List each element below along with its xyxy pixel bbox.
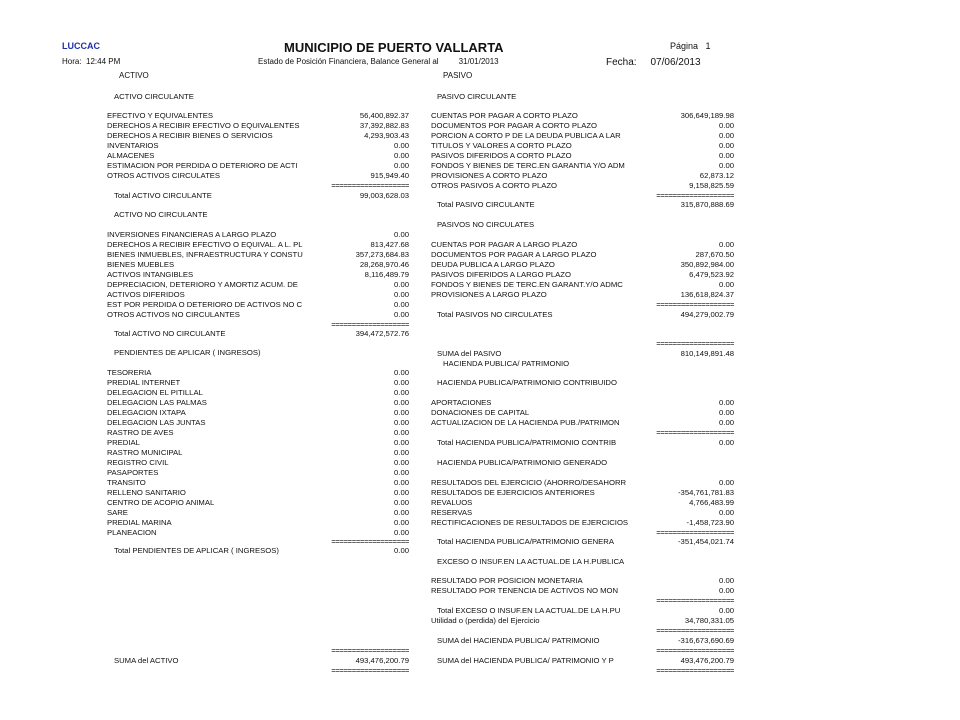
section-heading-generado: HACIENDA PUBLICA/PATRIMONIO GENERADO <box>437 458 608 467</box>
report-date <box>606 57 701 68</box>
section-heading-pasivos-no-circulates: PASIVOS NO CIRCULATES <box>437 220 535 229</box>
balance-row: RASTRO MUNICIPAL 0.00 <box>107 448 409 457</box>
report-subtitle <box>258 57 499 66</box>
total-row: Total HACIENDA PUBLICA/PATRIMONIO CONTRIB 0.00 <box>437 438 734 447</box>
section-heading-exceso: EXCESO O INSUF.EN LA ACTUAL.DE LA H.PUBLICA <box>437 557 625 566</box>
column-heading-pasivo: PASIVO <box>443 71 473 80</box>
total-row: Total EXCESO O INSUF.EN LA ACTUAL.DE LA H.PU 0.00 <box>437 606 734 615</box>
balance-row: DELEGACION LAS JUNTAS 0.00 <box>107 418 409 427</box>
balance-row: PASAPORTES 0.00 <box>107 468 409 477</box>
page-indicator <box>670 41 711 51</box>
total-row: Total ACTIVO CIRCULANTE 99,003,628.03 <box>114 191 409 200</box>
section-heading-pendientes: PENDIENTES DE APLICAR ( INGRESOS) <box>114 348 261 357</box>
report-title: MUNICIPIO DE PUERTO VALLARTA <box>284 40 504 55</box>
balance-row: DOCUMENTOS POR PAGAR A CORTO PLAZO 0.00 <box>431 121 734 130</box>
date-value: 07/06/2013 <box>650 57 701 68</box>
balance-row: PROVISIONES A LARGO PLAZO 136,618,824.37 <box>431 290 734 299</box>
balance-row: CUENTAS POR PAGAR A CORTO PLAZO 306,649,189.98 <box>431 111 734 120</box>
grand-total-row: SUMA del HACIENDA PUBLICA/ PATRIMONIO Y P 493,476,200.79 <box>437 656 734 665</box>
balance-row: TESORERIA 0.00 <box>107 368 409 377</box>
balance-row: PLANEACION 0.00 <box>107 528 409 537</box>
total-row: Total ACTIVO NO CIRCULANTE 394,472,572.76 <box>114 329 409 338</box>
subtotal-row: SUMA del PASIVO 810,149,891.48 <box>437 349 734 358</box>
grand-total-row: SUMA del ACTIVO 493,476,200.79 <box>114 656 409 665</box>
separator-line: =================== <box>656 646 734 655</box>
section-heading-activo-circulante: ACTIVO CIRCULANTE <box>114 92 194 101</box>
balance-row: TITULOS Y VALORES A CORTO PLAZO 0.00 <box>431 141 734 150</box>
separator-line: =================== <box>656 339 734 348</box>
report-code: LUCCAC <box>62 41 100 51</box>
subtotal-row: SUMA del HACIENDA PUBLICA/ PATRIMONIO -316,673,690.69 <box>437 636 734 645</box>
balance-row: DERECHOS A RECIBIR EFECTIVO O EQUIVALENTES 37,392,882.83 <box>107 121 409 130</box>
date-label: Fecha: <box>606 57 637 68</box>
balance-row: BIENES INMUEBLES, INFRAESTRUCTURA Y CONSTU 357,273,684.83 <box>107 250 409 259</box>
balance-row: EFECTIVO Y EQUIVALENTES 56,400,892.37 <box>107 111 409 120</box>
balance-row: DONACIONES DE CAPITAL 0.00 <box>431 408 734 417</box>
balance-row: CENTRO DE ACOPIO ANIMAL 0.00 <box>107 498 409 507</box>
column-heading-activo: ACTIVO <box>119 71 149 80</box>
balance-row: TRANSITO 0.00 <box>107 478 409 487</box>
balance-row: DERECHOS A RECIBIR EFECTIVO O EQUIVAL. A L. PL 813,427.68 <box>107 240 409 249</box>
balance-row: CUENTAS POR PAGAR A LARGO PLAZO 0.00 <box>431 240 734 249</box>
balance-row: ACTIVOS INTANGIBLES 8,116,489.79 <box>107 270 409 279</box>
page-number: 1 <box>705 41 711 51</box>
total-row: Total PASIVOS NO CIRCULATES 494,279,002.79 <box>437 310 734 319</box>
separator-line: =================== <box>656 191 734 200</box>
balance-row: ACTUALIZACION DE LA HACIENDA PUB./PATRIMON 0.00 <box>431 418 734 427</box>
balance-row: APORTACIONES 0.00 <box>431 398 734 407</box>
balance-row: INVENTARIOS 0.00 <box>107 141 409 150</box>
total-row: Total PASIVO CIRCULANTE 315,870,888.69 <box>437 200 734 209</box>
page-label: Página <box>670 41 699 51</box>
section-heading-hacienda: HACIENDA PUBLICA/ PATRIMONIO <box>443 359 570 368</box>
balance-row: DEUDA PUBLICA A LARGO PLAZO 350,892,984.00 <box>431 260 734 269</box>
time-value: 12:44 PM <box>86 57 121 66</box>
utilidad-row: Utilidad o (perdida) del Ejercicio 34,780,331.05 <box>431 616 734 625</box>
balance-row: ESTIMACION POR PERDIDA O DETERIORO DE ACTI 0.00 <box>107 161 409 170</box>
balance-row: OTROS ACTIVOS CIRCULATES 915,949.40 <box>107 171 409 180</box>
balance-row: DELEGACION LAS PALMAS 0.00 <box>107 398 409 407</box>
balance-row: REGISTRO CIVIL 0.00 <box>107 458 409 467</box>
time-label: Hora: <box>62 57 82 66</box>
separator-line: =================== <box>656 300 734 309</box>
subtitle-date: 31/01/2013 <box>458 57 499 66</box>
balance-row: SARE 0.00 <box>107 508 409 517</box>
balance-row: ALMACENES 0.00 <box>107 151 409 160</box>
total-row: Total HACIENDA PUBLICA/PATRIMONIO GENERA -351,454,021.74 <box>437 537 734 546</box>
balance-row: OTROS ACTIVOS NO CIRCULANTES 0.00 <box>107 310 409 319</box>
section-heading-pasivo-circulante: PASIVO CIRCULANTE <box>437 92 517 101</box>
subtitle-text: Estado de Posición Financiera, Balance General al <box>258 57 439 66</box>
section-heading-contribuido: HACIENDA PUBLICA/PATRIMONIO CONTRIBUIDO <box>437 378 617 387</box>
balance-row: BIENES MUEBLES 28,268,970.46 <box>107 260 409 269</box>
balance-row: DELEGACION EL PITILLAL 0.00 <box>107 388 409 397</box>
separator-line: =================== <box>331 646 409 655</box>
balance-row: RESULTADOS DEL EJERCICIO (AHORRO/DESAHORR 0.00 <box>431 478 734 487</box>
balance-row: FONDOS Y BIENES DE TERC.EN GARANTIA Y/O ADM 0.00 <box>431 161 734 170</box>
separator-line: =================== <box>331 320 409 329</box>
balance-row: DERECHOS A RECIBIR BIENES O SERVICIOS 4,293,903.43 <box>107 131 409 140</box>
balance-row: PASIVOS DIFERIDOS A CORTO PLAZO 0.00 <box>431 151 734 160</box>
balance-row: PREDIAL INTERNET 0.00 <box>107 378 409 387</box>
separator-line: =================== <box>331 666 409 675</box>
balance-row: PREDIAL MARINA 0.00 <box>107 518 409 527</box>
balance-row: RASTRO DE AVES 0.00 <box>107 428 409 437</box>
separator-line: =================== <box>656 528 734 537</box>
balance-row: RESULTADOS DE EJERCICIOS ANTERIORES -354,761,781.83 <box>431 488 734 497</box>
balance-row: PROVISIONES A CORTO PLAZO 62,873.12 <box>431 171 734 180</box>
separator-line: =================== <box>331 537 409 546</box>
balance-row: ACTIVOS DIFERIDOS 0.00 <box>107 290 409 299</box>
balance-row: EST POR PERDIDA O DETERIORO DE ACTIVOS NO C 0.00 <box>107 300 409 309</box>
balance-row: RESULTADO POR POSICION MONETARIA 0.00 <box>431 576 734 585</box>
balance-row: DOCUMENTOS POR PAGAR A LARGO PLAZO 287,670.50 <box>431 250 734 259</box>
balance-row: PREDIAL 0.00 <box>107 438 409 447</box>
balance-row: PORCION A CORTO P DE LA DEUDA PUBLICA A LAR 0.00 <box>431 131 734 140</box>
separator-line: =================== <box>331 181 409 190</box>
report-time <box>62 57 120 66</box>
balance-row: REVALUOS 4,766,483.99 <box>431 498 734 507</box>
section-heading-activo-no-circulante: ACTIVO NO CIRCULANTE <box>114 210 208 219</box>
balance-row: DELEGACION IXTAPA 0.00 <box>107 408 409 417</box>
separator-line: =================== <box>656 666 734 675</box>
balance-row: RELLENO SANITARIO 0.00 <box>107 488 409 497</box>
balance-row: PASIVOS DIFERIDOS A LARGO PLAZO 6,479,523.92 <box>431 270 734 279</box>
separator-line: =================== <box>656 626 734 635</box>
separator-line: =================== <box>656 428 734 437</box>
balance-row: OTROS PASIVOS A CORTO PLAZO 9,158,825.59 <box>431 181 734 190</box>
balance-row: DEPRECIACION, DETERIORO Y AMORTIZ ACUM. DE 0.00 <box>107 280 409 289</box>
balance-row: INVERSIONES FINANCIERAS A LARGO PLAZO 0.00 <box>107 230 409 239</box>
balance-row: RESERVAS 0.00 <box>431 508 734 517</box>
balance-row: RESULTADO POR TENENCIA DE ACTIVOS NO MON 0.00 <box>431 586 734 595</box>
balance-row: RECTIFICACIONES DE RESULTADOS DE EJERCICIOS -1,458,723.90 <box>431 518 734 527</box>
separator-line: =================== <box>656 596 734 605</box>
total-row: Total PENDIENTES DE APLICAR ( INGRESOS) 0.00 <box>114 546 409 555</box>
balance-row: FONDOS Y BIENES DE TERC.EN GARANT.Y/O ADMC 0.00 <box>431 280 734 289</box>
